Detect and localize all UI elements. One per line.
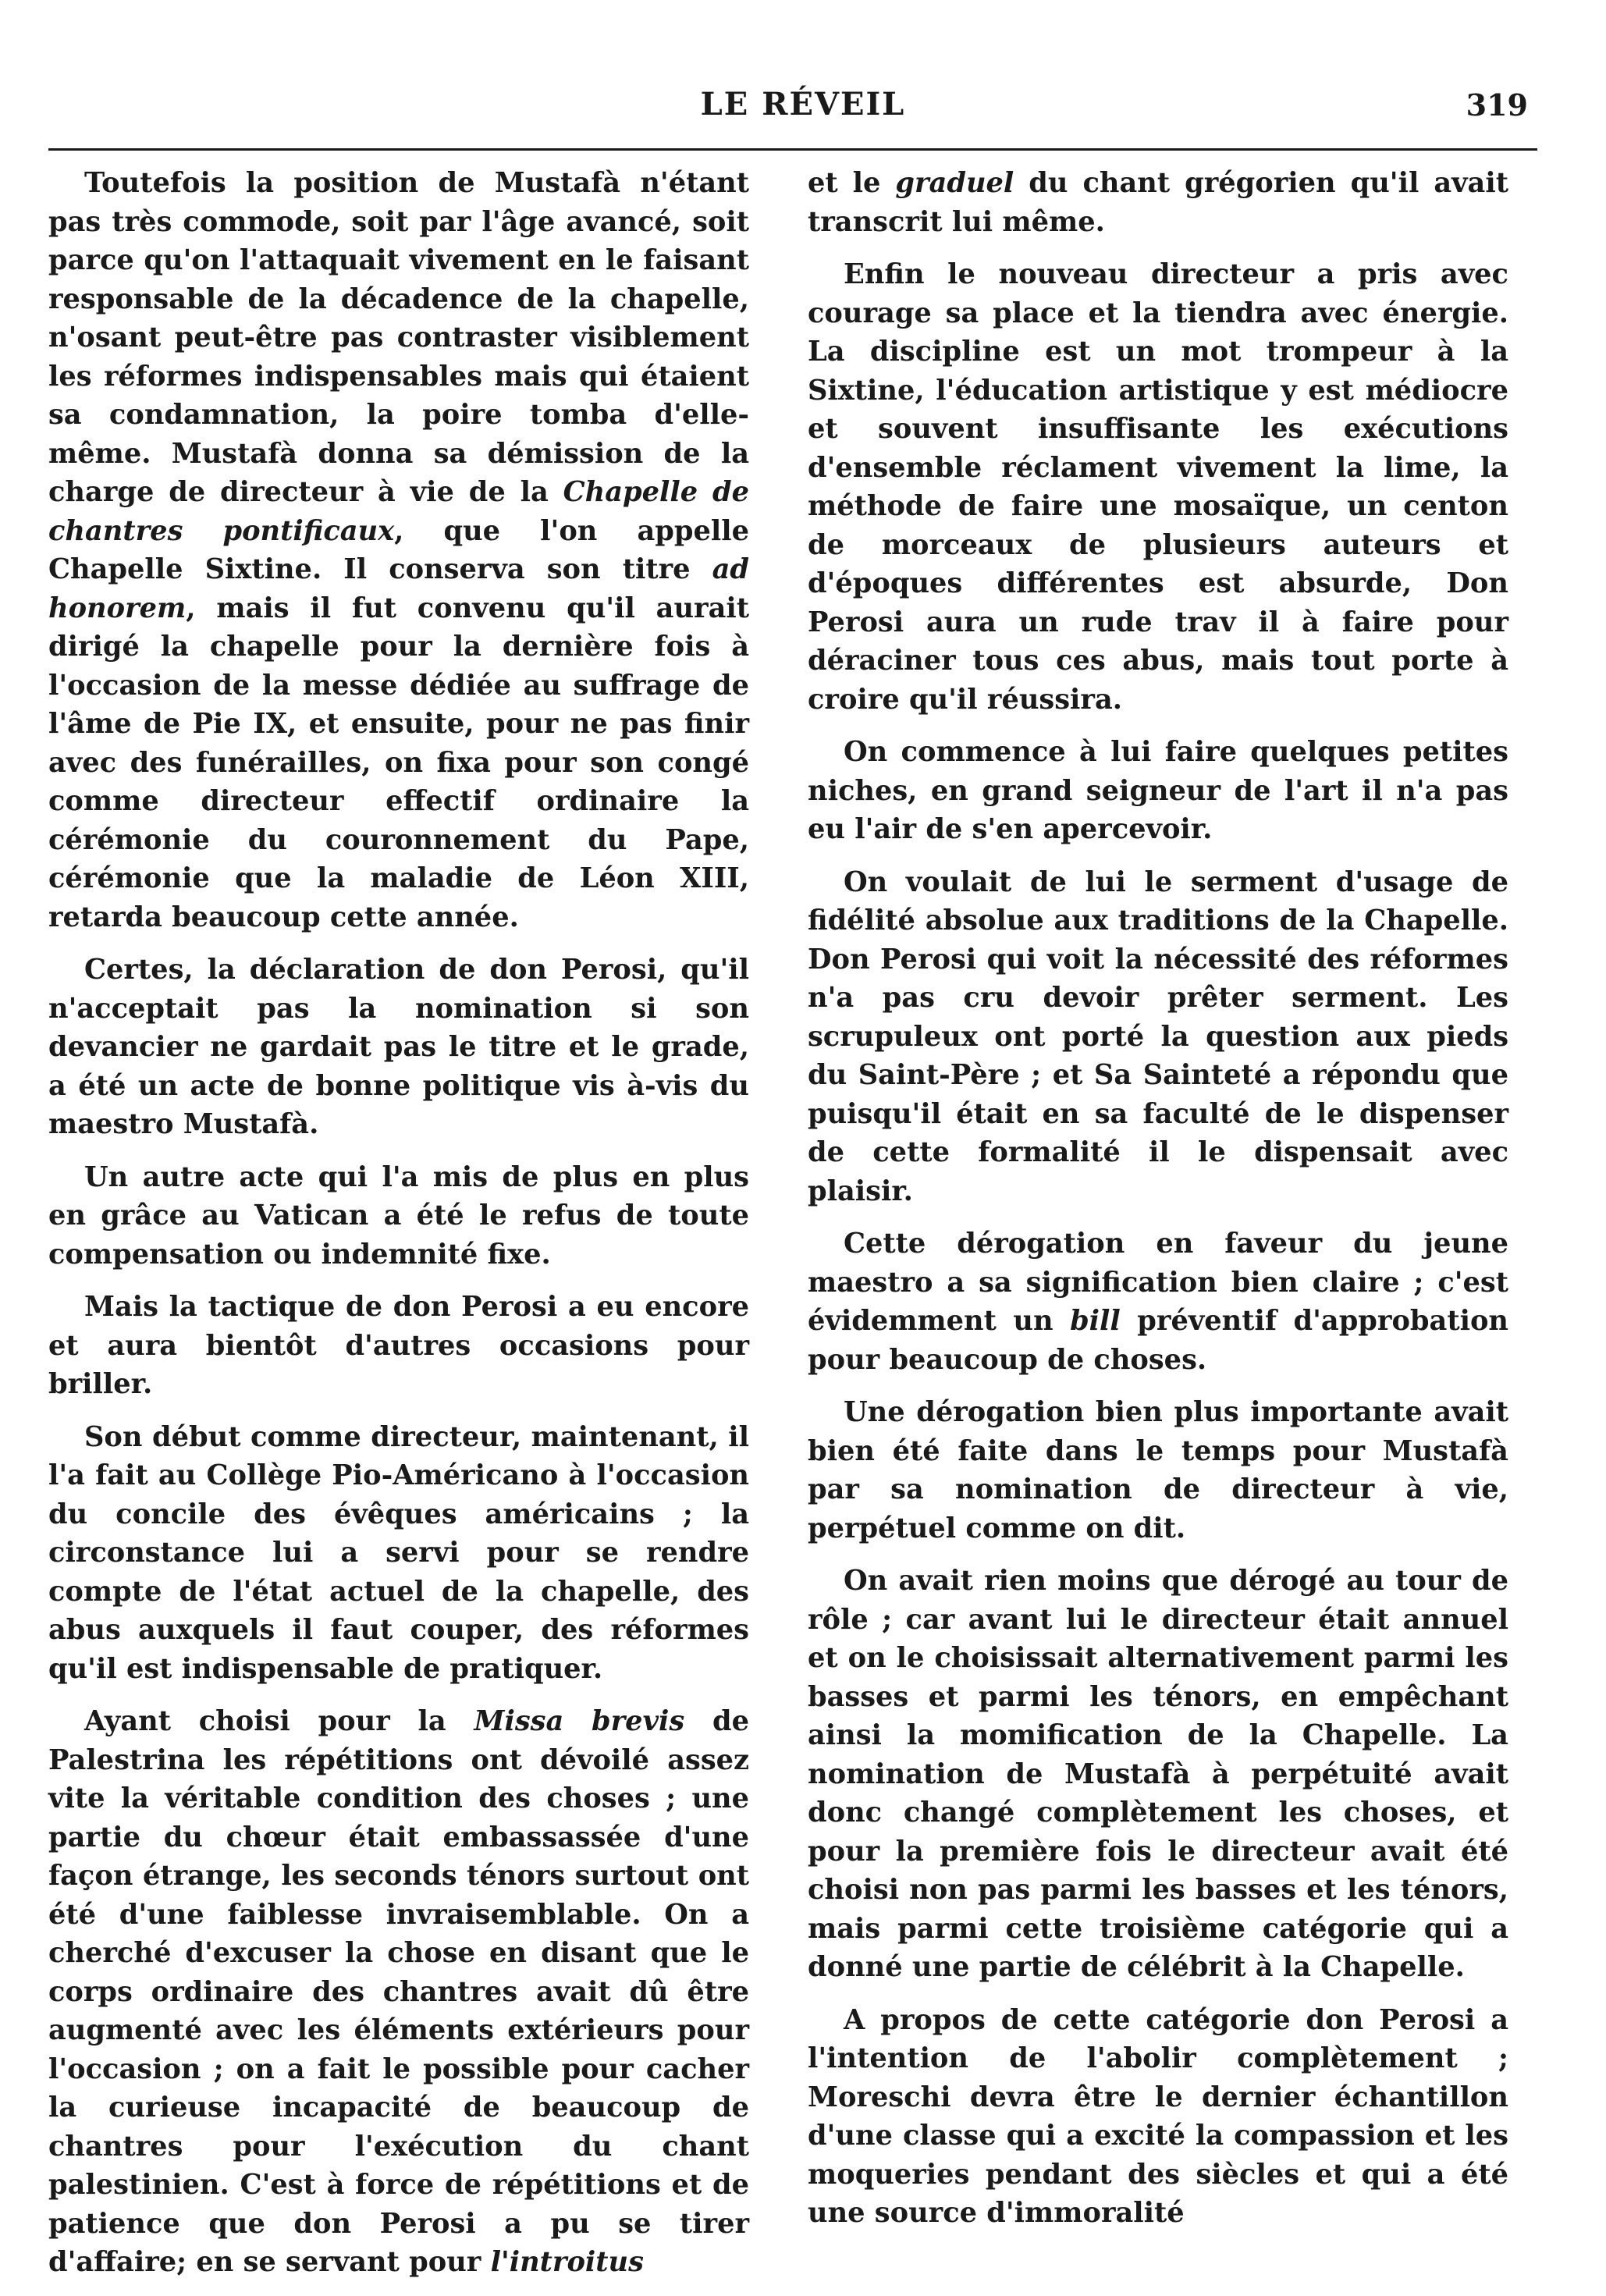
paragraph: Son début comme directeur, maintenant, il l'a fait au Collège Pio-Américano à l'occasion du concile des évêques américains ; la circonstance lui a servi pour se rendre compte de l'état actuel de la chapelle, des abus auxquels il faut couper, des réformes qu'il est indispensable de pratiquer. <box>48 1420 749 1685</box>
page-number: 319 <box>1466 87 1528 123</box>
paragraph: Ayant choisi pour la Missa brevis de Palestrina les répétitions ont dévoilé assez vite la véritable condition des choses ; une partie du chœur était embassassée d'une façon étrange, les seconds ténors surtout ont été d'une faiblesse invraisemblable. On a cherché d'excuser la chose en disant que le corps ordinaire des chantres avait dû être augmenté avec les éléments extérieurs pour l'occasion ; on a fait le possible pour cacher la curieuse incapacité de beaucoup de chantres pour l'exécution du chant palestinien. C'est à force de répétitions et de patience que don Perosi a pu se tirer d'affaire; en se servant pour l'introitus <box>48 1705 749 2278</box>
left-column <box>48 164 749 2296</box>
paragraph: On voulait de lui le serment d'usage de fidélité absolue aux traditions de la Chapelle. Don Perosi qui voit la nécessité des réformes n'a pas cru devoir prêter serment. Les scrupuleux ont porté la question aux pieds du Saint-Père ; et Sa Sainteté a répondu que puisqu'il était en sa faculté de le dispenser de cette formalité il le dispensait avec plaisir. <box>808 865 1508 1207</box>
paragraph: Enfin le nouveau directeur a pris avec courage sa place et la tiendra avec énergie. La discipline est un mot trompeur à la Sixtine, l'éducation artistique y est médiocre et souvent insuffisante les exécutions d'ensemble réclament vivement la lime, la méthode de faire une mosaïque, un centon de morceaux de plusieurs auteurs et d'époques différentes est absurde, Don Perosi aura un rude trav il à faire pour déraciner tous ces abus, mais tout porte à croire qu'il réussira. <box>808 258 1508 716</box>
page-header <box>0 86 1606 133</box>
paragraph: Mais la tactique de don Perosi a eu encore et aura bientôt d'autres occasions pour briller. <box>48 1291 749 1400</box>
paragraph: et le graduel du chant grégorien qu'il avait transcrit lui même. <box>808 167 1508 238</box>
paragraph: On commence à lui faire quelques petites niches, en grand seigneur de l'art il n'a pas eu l'air de s'en apercevoir. <box>808 736 1508 845</box>
paragraph: Toutefois la position de Mustafà n'étant pas très commode, soit par l'âge avancé, soit parce qu'on l'attaquait vivement en le faisant responsable de la décadence de la chapelle, n'osant peut-être pas contraster visiblement les réformes indispensables mais qui étaient sa condamnation, la poire tomba d'elle-même. Mustafà donna sa démission de la charge de directeur à vie de la Chapelle de chantres pontificaux, que l'on appelle Chapelle Sixtine. Il conserva son titre ad honorem, mais il fut convenu qu'il aurait dirigé la chapelle pour la dernière fois à l'occasion de la messe dédiée au suffrage de l'âme de Pie IX, et ensuite, pour ne pas finir avec des funérailles, on fixa pour son congé comme directeur effectif ordinaire la cérémonie du couronnement du Pape, cérémonie que la maladie de Léon XIII, retarda beaucoup cette année. <box>48 167 749 933</box>
journal-title: LE RÉVEIL <box>700 86 906 123</box>
paragraph: Cette dérogation en faveur du jeune maestro a sa signification bien claire ; c'est évidemment un bill préventif d'approbation pour beaucoup de choses. <box>808 1228 1508 1376</box>
header-rule <box>48 148 1537 151</box>
paragraph: On avait rien moins que dérogé au tour de rôle ; car avant lui le directeur était annuel et on le choisissait alternativement parmi les basses et parmi les ténors, en empêchant ainsi la momification de la Chapelle. La nomination de Mustafà à perpétuité avait donc changé complètement les choses, et pour la première fois le directeur avait été choisi non pas parmi les basses et les ténors, mais parmi cette troisième catégorie qui a donné une partie de célébrit à la Chapelle. <box>808 1565 1508 1983</box>
paragraph: Un autre acte qui l'a mis de plus en plus en grâce au Vatican a été le refus de toute compensation ou indemnité fixe. <box>48 1160 749 1271</box>
paragraph: A propos de cette catégorie don Perosi a l'intention de l'abolir complètement ; Moreschi devra être le dernier échantillon d'une classe qui a excité la compassion et les moqueries pendant des siècles et qui a été une source d'immoralité <box>808 2003 1508 2229</box>
paragraph: Certes, la déclaration de don Perosi, qu'il n'acceptait pas la nomination si son devancier ne gardait pas le titre et le grade, a été un acte de bonne politique vis à-vis du maestro Mustafà. <box>48 954 749 1140</box>
right-column <box>808 164 1508 2247</box>
paragraph: Une dérogation bien plus importante avait bien été faite dans le temps pour Mustafà par sa nomination de directeur à vie, perpétuel comme on dit. <box>808 1396 1508 1544</box>
